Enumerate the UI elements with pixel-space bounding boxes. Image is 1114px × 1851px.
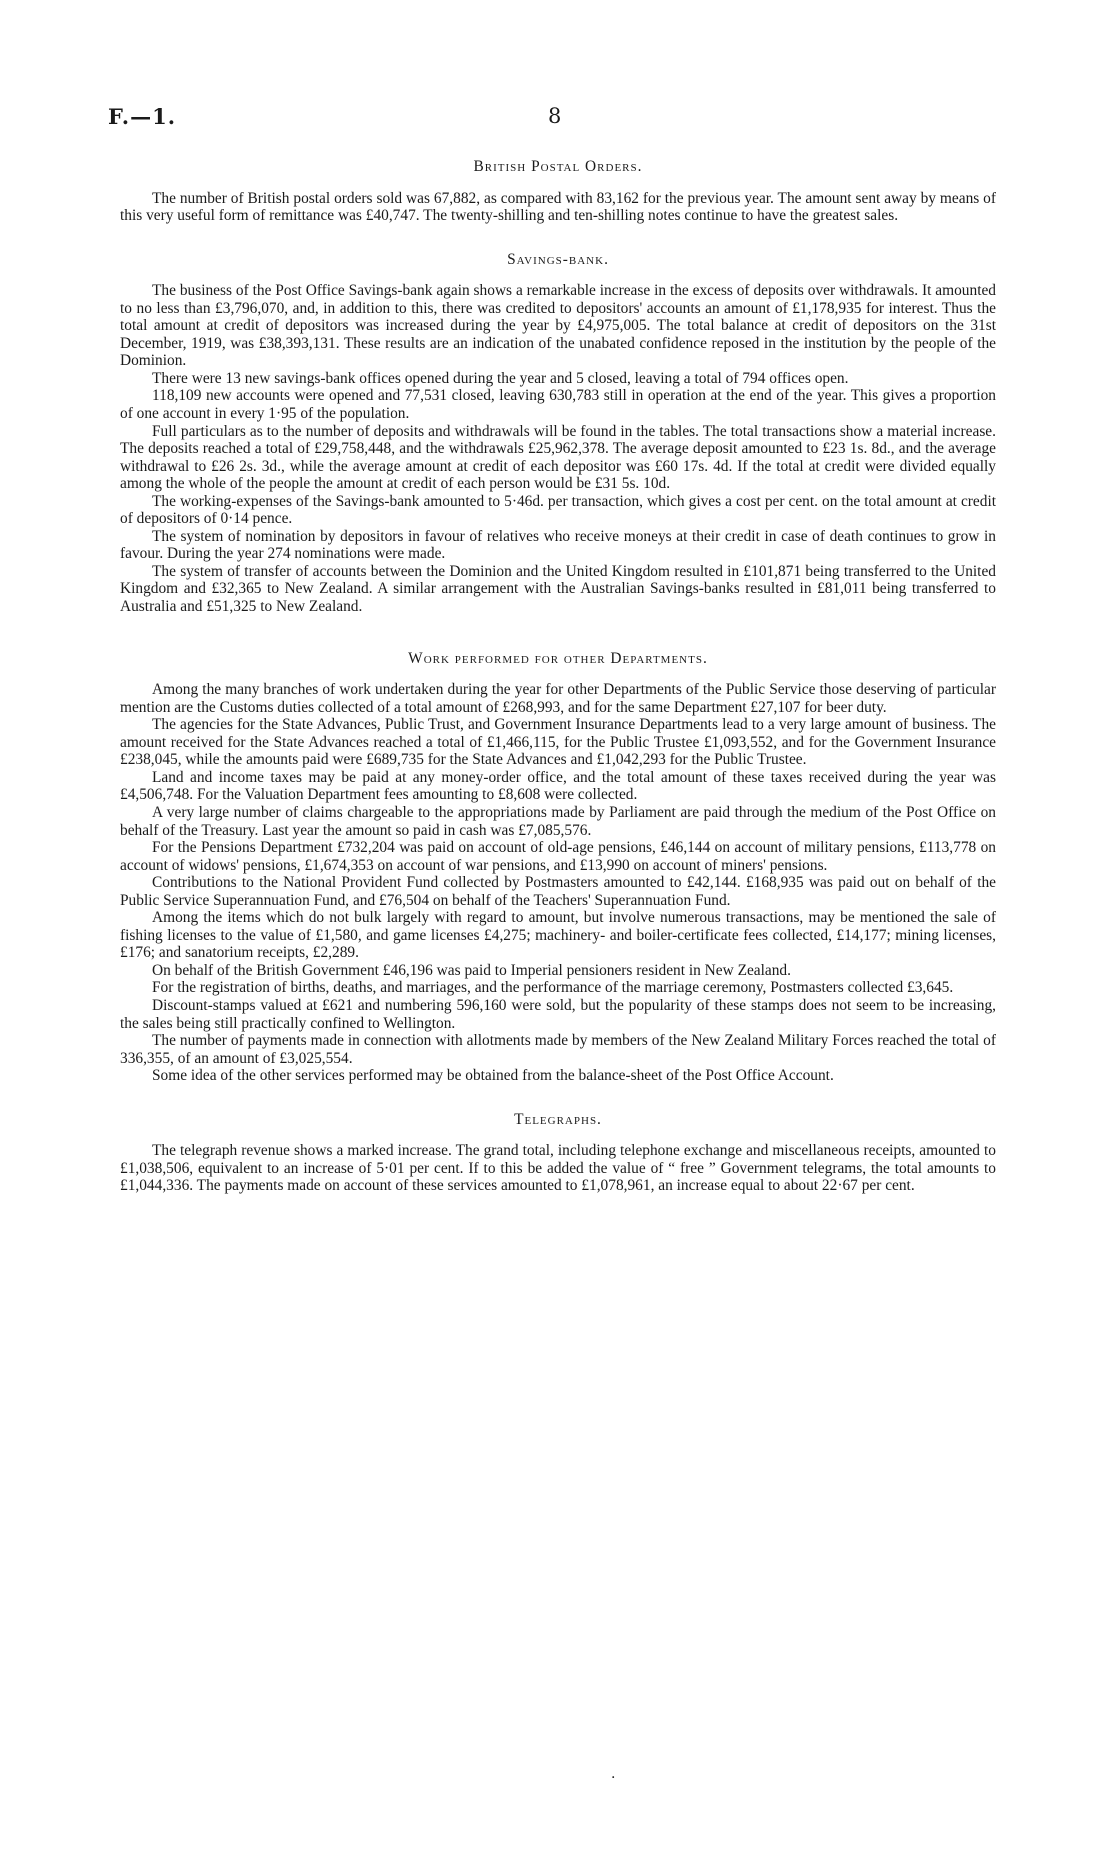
section-work-for-other-departments xyxy=(120,650,996,1085)
paragraph: Land and income taxes may be paid at any money-order office, and the total amount of these taxes received during the year was £4,506,748. For the Valuation Department fees amounting to £8,608 were collected. xyxy=(120,768,996,804)
paragraph: Contributions to the National Provident Fund collected by Postmasters amounted to £42,144. £168,935 was paid out on behalf of the Public Service Superannuation Fund, and £76,504 on behalf of the Teachers' Superannuation Fund. xyxy=(120,874,996,909)
paragraph: For the Pensions Department £732,204 was paid on account of old-age pensions, £46,144 on account of military pensions, £113,778 on account of widows' pensions, £1,674,353 on account of war pensions, and £13,990 on account of miners' pensions. xyxy=(120,839,996,874)
paragraph: Among the many branches of work undertaken during the year for other Departments of the Public Service those deserving of particular mention are the Customs duties collected of a total amount of £268,993, and for the same Department £27,107 for beer duty. xyxy=(120,681,996,716)
section-heading: British Postal Orders. xyxy=(473,158,643,175)
section-heading: Savings-bank. xyxy=(507,250,609,268)
page-number: 8 xyxy=(548,104,562,128)
paragraph: The system of transfer of accounts between the Dominion and the United Kingdom resulted in £101,871 being transferred to the United Kingdom and £32,365 to New Zealand. A similar arrangement with the Australian Savings-banks resulted in £81,011 being transferred to Australia and £51,325 to New Zealand. xyxy=(120,562,996,616)
paragraph: The telegraph revenue shows a marked increase. The grand total, including telephone exchange and miscellaneous receipts, amounted to £1,038,506, equivalent to an increase of 5·01 per cent. If to this be added the value of “ free ” Government telegrams, the total amounts to £1,044,336. The payments made on account of these services amounted to £1,078,961, an increase equal to about 22·67 per cent. xyxy=(120,1142,996,1195)
section-savings-bank xyxy=(120,251,996,616)
section-heading: Telegraphs. xyxy=(514,1110,602,1128)
paragraph: The number of British postal orders sold was 67,882, as compared with 83,162 for the previous year. The amount sent away by means of this very useful form of remittance was £40,747. The twenty-shilling and ten-shilling notes continue to have the greatest sales. xyxy=(120,189,996,225)
paragraph: Some idea of the other services performed may be obtained from the balance-sheet of the Post Office Account. xyxy=(152,1067,834,1085)
paragraph: The number of payments made in connection with allotments made by members of the New Zealand Military Forces reached the total of 336,355, of an amount of £3,025,554. xyxy=(120,1032,996,1067)
document-reference: F.—1. xyxy=(108,104,177,129)
paragraph: On behalf of the British Government £46,196 was paid to Imperial pensioners resident in New Zealand. xyxy=(152,961,791,979)
page-header xyxy=(108,104,1028,134)
paragraph: A very large number of claims chargeable to the appropriations made by Parliament are paid through the medium of the Post Office on behalf of the Treasury. Last year the amount so paid in cash was £7,085,576. xyxy=(120,803,996,839)
section-telegraphs xyxy=(120,1111,996,1195)
paragraph: The working-expenses of the Savings-bank amounted to 5·46d. per transaction, which gives a cost per cent. on the total amount at credit of depositors of 0·14 pence. xyxy=(120,492,996,528)
paragraph: Discount-stamps valued at £621 and numbering 596,160 were sold, but the popularity of these stamps does not seem to be increasing, the sales being still practically confined to Wellington. xyxy=(120,996,996,1032)
page-body xyxy=(120,158,996,1195)
paragraph: The business of the Post Office Savings-bank again shows a remarkable increase in the excess of deposits over withdrawals. It amounted to no less than £3,796,070, and, in addition to this, there was credited to depositors' accounts an amount of £1,178,935 for interest. Thus the total amount at credit of depositors was increased during the year by £4,975,005. The total balance at credit of depositors on the 31st December, 1919, was £38,393,131. These results are an indication of the unabated confidence reposed in the institution by the people of the Dominion. xyxy=(120,282,996,370)
paragraph: The system of nomination by depositors in favour of relatives who receive moneys at their credit in case of death continues to grow in favour. During the year 274 nominations were made. xyxy=(120,527,996,563)
paragraph: Among the items which do not bulk largely with regard to amount, but involve numerous transactions, may be mentioned the sale of fishing licenses to the value of £1,580, and game licenses £4,275; machinery- and boiler-certificate fees collected, £14,177; mining licenses, £176; and sanatorium receipts, £2,289. xyxy=(120,909,996,962)
stray-mark: · xyxy=(611,1770,616,1786)
section-heading: Work performed for other Departments. xyxy=(408,649,708,667)
paragraph: 118,109 new accounts were opened and 77,531 closed, leaving 630,783 still in operation at the end of the year. This gives a proportion of one account in every 1·95 of the population. xyxy=(120,387,996,423)
paragraph: There were 13 new savings-bank offices opened during the year and 5 closed, leaving a total of 794 offices open. xyxy=(152,369,849,387)
section-british-postal-orders xyxy=(120,158,996,225)
paragraph: Full particulars as to the number of deposits and withdrawals will be found in the tables. The total transactions show a material increase. The deposits reached a total of £29,758,448, and the withdrawals £25,962,378. The average deposit amounted to £23 1s. 8d., and the average withdrawal to £26 2s. 3d., while the average amount at credit of each depositor was £60 17s. 4d. If the total at credit were divided equally among the whole of the people the amount at credit of each person would be £31 5s. 10d. xyxy=(120,422,996,493)
paragraph: The agencies for the State Advances, Public Trust, and Government Insurance Departments lead to a very large amount of business. The amount received for the State Advances reached a total of £1,466,115, for the Public Trustee £1,093,552, and for the Government Insurance £238,045, while the amounts paid were £689,735 for the State Advances and £1,042,293 for the Public Trustee. xyxy=(120,716,996,769)
paragraph: For the registration of births, deaths, and marriages, and the performance of the marriage ceremony, Postmasters collected £3,645. xyxy=(152,979,954,997)
